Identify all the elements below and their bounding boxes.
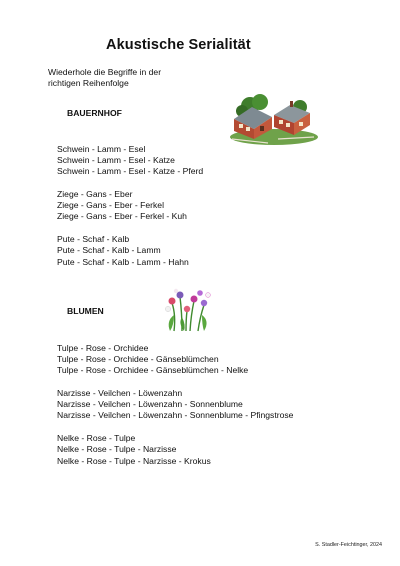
list-item: Nelke - Rose - Tulpe - Narzisse [57, 444, 177, 455]
word-list-blumen [57, 343, 293, 467]
list-item: Nelke - Rose - Tulpe - Narzisse - Krokus [57, 455, 211, 466]
instruction-line: richtigen Reihenfolge [48, 78, 129, 88]
list-item: Narzisse - Veilchen - Löwenzahn - Sonnenblume - Pfingstrose [57, 410, 294, 421]
flowers-icon [160, 285, 218, 333]
list-item: Tulpe - Rose - Orchidee - Gänseblümchen [57, 354, 219, 365]
instruction-text [48, 67, 161, 89]
footer-credit: S. Stadler-Feichtinger, 2024 [315, 542, 382, 548]
list-item: Ziege - Gans - Eber - Ferkel [57, 200, 164, 211]
list-item: Schwein - Lamm - Esel - Katze - Pferd [57, 166, 204, 177]
list-item: Narzisse - Veilchen - Löwenzahn - Sonnenblume [57, 399, 243, 410]
list-item: Tulpe - Rose - Orchidee [57, 343, 149, 353]
list-item: Schwein - Lamm - Esel - Katze [57, 155, 175, 166]
farmhouse-icon [228, 93, 320, 145]
list-item: Narzisse - Veilchen - Löwenzahn [57, 388, 183, 399]
page-title: Akustische Serialität [106, 37, 251, 53]
list-item: Nelke - Rose - Tulpe [57, 433, 136, 444]
list-item: Schwein - Lamm - Esel [57, 144, 146, 154]
list-item: Ziege - Gans - Eber - Ferkel - Kuh [57, 211, 187, 222]
list-item: Pute - Schaf - Kalb - Lamm [57, 245, 161, 256]
list-item: Pute - Schaf - Kalb - Lamm - Hahn [57, 256, 189, 267]
list-item: Ziege - Gans - Eber [57, 189, 133, 200]
list-item: Pute - Schaf - Kalb [57, 234, 130, 245]
section-heading-blumen: BLUMEN [67, 306, 104, 316]
word-list-bauernhof [57, 144, 203, 268]
instruction-line: Wiederhole die Begriffe in der [48, 67, 162, 77]
section-heading-bauernhof: BAUERNHOF [67, 108, 122, 118]
list-item: Tulpe - Rose - Orchidee - Gänseblümchen - Nelke [57, 365, 249, 376]
